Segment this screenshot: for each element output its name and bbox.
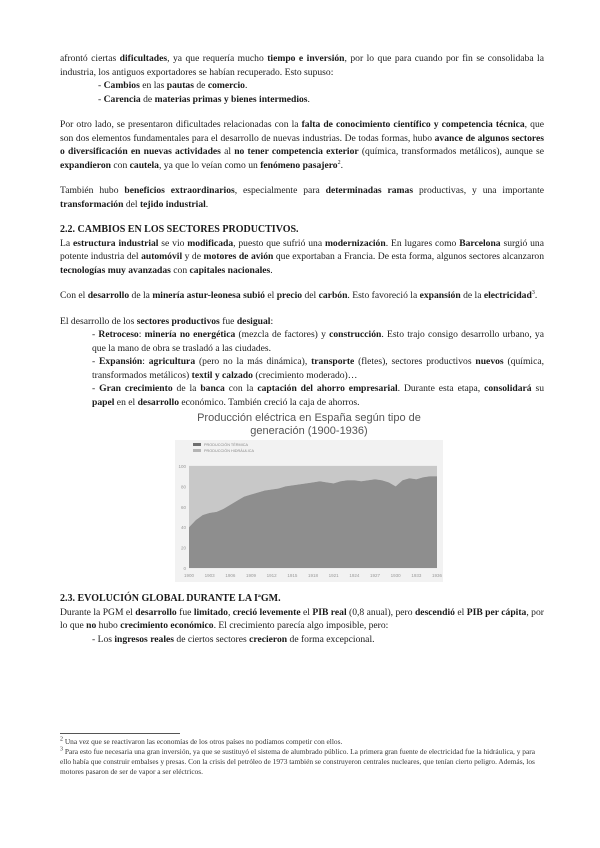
x-tick-label: 1921	[328, 573, 339, 578]
y-tick-label: 60	[180, 504, 186, 510]
section-heading-2-3: 2.3. EVOLUCIÓN GLOBAL DURANTE LA IªGM.	[60, 593, 281, 604]
paragraph-global: Durante la PGM el desarrollo fue limitado, creció levemente el PIB real (0,8 anual), pero descendió el PIB per cápita, por lo que no hubo crecimiento económico. El crecimiento parecía algo imposible, pero:	[60, 606, 544, 631]
paragraph-difficulties: Por otro lado, se presentaron dificultades relacionadas con la falta de conocimiento científico y competencia técnica, que son dos elementos fundamentales para el desarrollo de nuevas industrias. De todas formas, hubo avance de algunos sectores o diversificación en nuevas actividades al no tener competencia exterior (química, transformados metálicos), aunque se expandieron con cautela, ya que lo veían como un fenómeno pasajero$^2$.	[60, 119, 544, 171]
footnote-divider	[60, 733, 180, 734]
footnote-ref: 2	[337, 159, 341, 166]
legend-label: PRODUCCIÓN TÉRMICA	[204, 443, 249, 447]
paragraph-benefits: También hubo beneficios extraordinarios, especialmente para determinadas ramas productivas, y una importante transformación del tejido industrial.	[60, 185, 544, 210]
x-tick-label: 1906	[225, 573, 236, 578]
x-tick-label: 1927	[369, 573, 381, 578]
footnote-2: $^2$ Una vez que se reactivaron las economías de los otros países no podíamos competir con ellos.	[60, 736, 343, 746]
list-item: - Carencia de materias primas y bienes intermedios.	[98, 93, 310, 105]
list-item: - Expansión: agricultura (pero no la más dinámica), transporte (fletes), sectores productivos nuevos (química, transformados metálicos) textil y calzado (crecimiento moderado)…	[92, 356, 544, 381]
chart-title: Producción eléctrica en España según tipo de generación (1900-1936)	[197, 412, 421, 437]
x-tick-label: 1924	[349, 573, 360, 578]
legend-label: PRODUCCIÓN HIDRÁULICA	[204, 449, 254, 453]
list-item: - Gran crecimiento de la banca con la captación del ahorro empresarial. Durante esta etapa, consolidará su papel en el desarrollo económico. También creció la caja de ahorros.	[92, 383, 544, 408]
x-tick-label: 1900	[183, 573, 195, 578]
paragraph-structure: La estructura industrial se vio modificada, puesto que sufrió una modernización. En lugares como Barcelona surgió una potente industria del automóvil y de motores de avión que exportaban a Francia. De esta forma, algunos sectores alcanzaron tecnologías muy avanzadas con capitales nacionales.	[60, 237, 544, 276]
x-tick-label: 1930	[390, 573, 401, 578]
sectors-list	[60, 328, 544, 409]
footnote-ref: 3	[531, 289, 535, 296]
section-heading-2-2: 2.2. CAMBIOS EN LOS SECTORES PRODUCTIVOS.	[60, 224, 299, 235]
footnotes	[60, 733, 544, 777]
legend-swatch	[193, 443, 201, 446]
list-item: - Retroceso: minería no energética (mezcla de factores) y construcción. Esto trajo consigo desarrollo urbano, ya que la mano de obra se trasladó a las ciudades.	[92, 329, 544, 354]
paragraph-sectors: El desarrollo de los sectores productivos fue desigual:	[60, 315, 274, 327]
x-tick-label: 1918	[307, 573, 319, 578]
list-item: - Los ingresos reales de ciertos sectores crecieron de forma excepcional.	[92, 633, 375, 645]
legend-swatch	[193, 449, 201, 452]
intro-paragraph: afrontó ciertas dificultades, ya que requería mucho tiempo e inversión, por lo que para cuando por fin se consolidaba la industria, los antiguos exportadores se habían recuperado. Esto supuso:	[60, 53, 544, 78]
electricity-chart	[175, 412, 443, 582]
y-tick-label: 20	[180, 545, 186, 551]
list-item: - Cambios en las pautas de comercio.	[98, 80, 248, 91]
y-tick-label: 100	[178, 464, 186, 469]
x-tick-label: 1903	[204, 573, 215, 578]
x-tick-label: 1915	[287, 573, 298, 578]
footnote-3: $^3$ Para esto fue necesaria una gran inversión, ya que se sustituyó el sistema de alumbrado público. La primera gran fuente de electricidad fue la hidráulica, y para ello había que construir embalses y presas. Con la crisis del petróleo de 1973 también se construyeron centrales nucleares, que tenían cierto peligro. Además, los motores pasaron de ser de vapor a ser eléctricos.	[60, 746, 535, 776]
chart-canvas	[175, 440, 443, 582]
x-tick-label: 1933	[411, 573, 422, 578]
document-body	[60, 52, 544, 646]
x-tick-label: 1936	[431, 573, 443, 578]
x-tick-label: 1909	[245, 573, 257, 578]
x-tick-label: 1912	[266, 573, 277, 578]
y-tick-label: 80	[180, 484, 186, 490]
y-tick-label: 0	[183, 566, 186, 571]
paragraph-mining: Con el desarrollo de la minería astur-leonesa subió el precio del carbón. Esto favoreció la expansión de la electricidad$^3$.	[60, 289, 538, 301]
y-tick-label: 40	[180, 525, 186, 531]
